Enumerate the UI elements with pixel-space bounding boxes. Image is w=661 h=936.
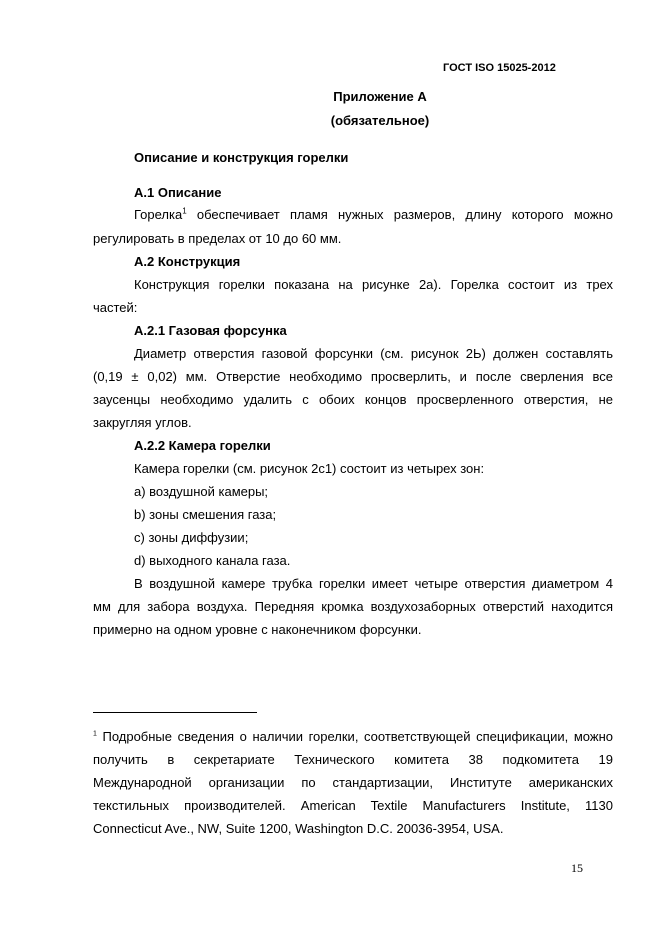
footnote-text-start: Подробные сведения о наличии горелки, соответствующей спецификации, можно	[96, 729, 613, 744]
appendix-status: (обязательное)	[330, 113, 430, 128]
list-item: с) зоны диффузии;	[134, 530, 249, 545]
footnote-mark: 1	[93, 730, 97, 738]
a22-paragraph-line-1: В воздушной камере трубка горелки имеет четыре отверстия диаметром 4	[134, 576, 613, 591]
a1-text-start: Горелка	[134, 207, 183, 222]
a22-paragraph-line-3: примерно на одном уровне с наконечником форсунки.	[93, 622, 422, 637]
heading-a22: А.2.2 Камера горелки	[134, 438, 271, 453]
footnote-reference: 1	[182, 206, 187, 216]
footnote-line-3: Международной организации по стандартизации, Институте американских	[93, 775, 613, 790]
a2-paragraph-line-1: Конструкция горелки показана на рисунке 2а). Горелка состоит из трех	[134, 277, 613, 292]
a1-paragraph-line-1	[134, 207, 613, 222]
appendix-title: Приложение А	[333, 89, 427, 104]
list-item: d) выходного канала газа.	[134, 553, 291, 568]
footnote-line-5: Connecticut Ave., NW, Suite 1200, Washington D.C. 20036-3954, USA.	[93, 821, 504, 836]
a1-paragraph-line-2: регулировать в пределах от 10 до 60 мм.	[93, 231, 342, 246]
footnote-line-2: получить в секретариате Технического комитета 38 подкомитета 19	[93, 752, 613, 767]
a22-paragraph-line-2: мм для забора воздуха. Передняя кромка воздухозаборных отверстий находится	[93, 599, 613, 614]
a21-paragraph-line-1: Диаметр отверстия газовой форсунки (см. рисунок 2Ь) должен составлять	[134, 346, 613, 361]
a21-paragraph-line-4: закругляя углов.	[93, 415, 192, 430]
heading-a1: А.1 Описание	[134, 185, 222, 200]
heading-a2: А.2 Конструкция	[134, 254, 241, 269]
list-item: b) зоны смешения газа;	[134, 507, 277, 522]
page-number: 15	[571, 861, 583, 875]
footnote-line-4: текстильных производителей. American Textile Manufacturers Institute, 1130	[93, 798, 613, 813]
a22-intro: Камера горелки (см. рисунок 2с1) состоит из четырех зон:	[134, 461, 485, 476]
footnote-separator	[93, 712, 257, 713]
a1-text-rest: обеспечивает пламя нужных размеров, длину которого можно	[186, 207, 613, 222]
a21-paragraph-line-3: заусенцы необходимо удалить с обоих концов просверленного отверстия, не	[93, 392, 613, 407]
a2-paragraph-line-2: частей:	[93, 300, 138, 315]
standard-number: ГОСТ ISO 15025-2012	[443, 62, 556, 74]
list-item: а) воздушной камеры;	[134, 484, 269, 499]
footnote-line-1	[93, 729, 613, 744]
section-title: Описание и конструкция горелки	[134, 150, 349, 165]
heading-a21: А.2.1 Газовая форсунка	[134, 323, 287, 338]
a21-paragraph-line-2: (0,19 ± 0,02) мм. Отверстие необходимо просверлить, и после сверления все	[93, 369, 613, 384]
